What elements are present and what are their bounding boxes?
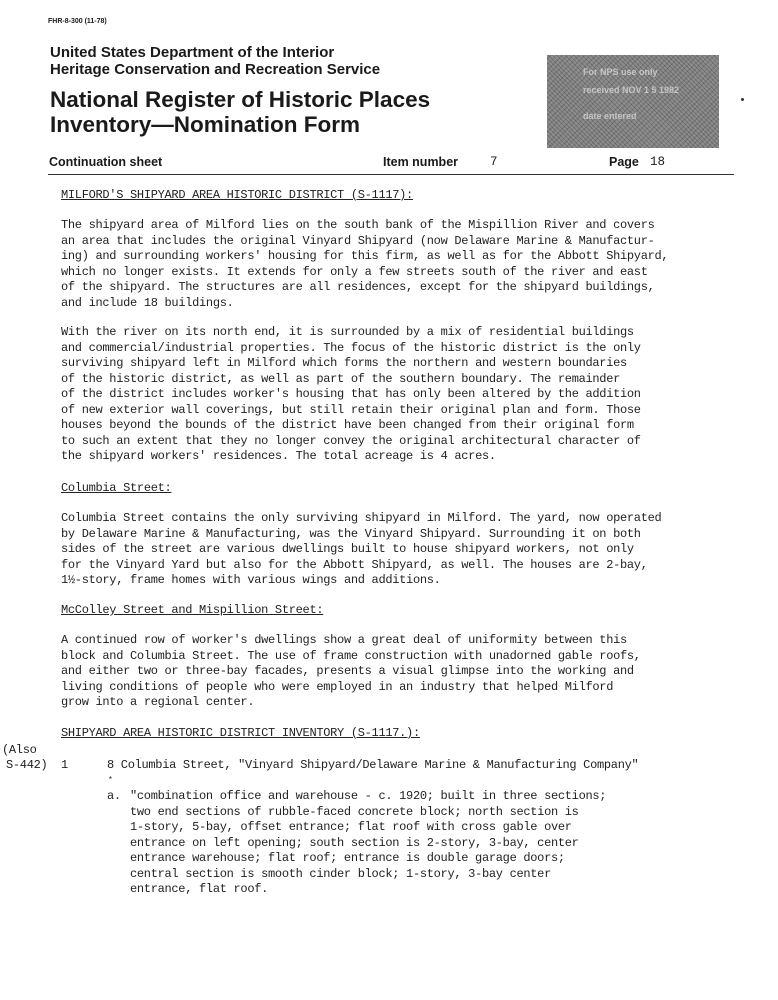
sub-a-line: entrance warehouse; flat roof; entrance is double garage doors; — [130, 851, 565, 865]
sub-item-a-label: a. — [107, 789, 121, 803]
para2-line: of the district includes worker's housing that has only been altered by the addition — [61, 387, 641, 401]
inventory-heading: SHIPYARD AREA HISTORIC DISTRICT INVENTORY (S-1117.): — [61, 726, 420, 740]
para4-line: and either two or three-bay facades, presents a visual glimpse into the working and — [61, 664, 634, 678]
para2-line: houses beyond the bounds of the district have been changed from their original form — [61, 418, 634, 432]
para1-line: an area that includes the original Vinyard Shipyard (now Delaware Marine & Manufactur- — [61, 233, 655, 248]
para1-line: The shipyard area of Milford lies on the south bank of the Mispillion River and covers — [61, 218, 655, 232]
para2-line: the shipyard workers' residences. The total acreage is 4 acres. — [61, 449, 496, 463]
sub-a-line: entrance, flat roof. — [130, 882, 269, 896]
agency-department: United States Department of the Interior — [50, 44, 335, 61]
item-number-label: Item number — [383, 155, 459, 169]
sub-a-line: 1-story, 5-bay, offset entrance; flat roof with cross gable over — [130, 820, 572, 834]
para3-line: sides of the street are various dwellings built to house shipyard workers, not only — [61, 542, 634, 556]
para2-line: surviving shipyard left in Milford which forms the northern and western boundaries — [61, 356, 627, 370]
form-title-line1: National Register of Historic Places — [50, 87, 431, 112]
item-number-value: 7 — [490, 155, 498, 169]
para3-line: 1½-story, frame homes with various wings and additions. — [61, 573, 441, 587]
para2-line: of new exterior wall coverings, but still retain their original plan and form. Those — [61, 402, 641, 417]
para1-line: of the shipyard. The structures are all residences, except for the shipyard buildings, — [61, 280, 655, 294]
page-number-value: 18 — [650, 155, 666, 169]
para2-line: of the historic district, as well as part of the southern boundary. The remainder — [61, 371, 620, 386]
para4-line: A continued row of worker's dwellings show a great deal of uniformity between this — [61, 633, 627, 647]
form-number: FHR-8-300 (11-78) — [48, 18, 107, 25]
entry-number: 1 — [61, 758, 68, 772]
continuation-sheet-label: Continuation sheet — [49, 155, 163, 169]
entry-address: 8 Columbia Street, "Vinyard Shipyard/Delaware Marine & Manufacturing Company" — [107, 758, 639, 772]
agency-service: Heritage Conservation and Recreation Service — [50, 61, 381, 78]
para1-line: ing) and surrounding workers' housing for this firm, as well as for the Abbott Shipyard, — [61, 249, 669, 263]
stamp-line-2: received NOV 1 5 1982 — [583, 85, 680, 95]
header-divider — [48, 174, 734, 175]
section-title: MILFORD'S SHIPYARD AREA HISTORIC DISTRICT (S-1117): — [61, 188, 413, 202]
stamp-line-3: date entered — [583, 111, 637, 121]
para2-line: and commercial/industrial properties. The focus of the historic district is the only — [61, 340, 641, 355]
para4-line: block and Columbia Street. The use of frame construction with unadorned gable roofs, — [61, 648, 641, 663]
para1-line: and include 18 buildings. — [61, 295, 234, 310]
sub-a-line: two end sections of rubble-faced concrete block; north section is — [130, 804, 579, 819]
page-speck — [741, 98, 744, 101]
mccolley-street-heading: McColley Street and Mispillion Street: — [61, 603, 324, 617]
para1-line: which no longer exists. It extends for only a few streets south of the river and east — [61, 264, 648, 279]
para3-line: by Delaware Marine & Manufacturing, was the Vinyard Shipyard. Surrounding it on both — [61, 526, 641, 541]
sub-a-line: "combination office and warehouse - c. 1920; built in three sections; — [130, 789, 607, 803]
also-label: (Also — [2, 743, 37, 757]
para4-line: grow into a regional center. — [61, 695, 255, 709]
also-reference: S-442) — [6, 758, 48, 772]
columbia-street-heading: Columbia Street: — [61, 481, 172, 495]
stamp-line-1: For NPS use only — [583, 67, 658, 77]
para4-line: living conditions of people who were employed in an industry that helped Milford — [61, 679, 614, 694]
form-title-line2: Inventory—Nomination Form — [50, 112, 361, 137]
para2-line: With the river on its north end, it is surrounded by a mix of residential buildings — [61, 325, 634, 339]
para2-line: to such an extent that they no longer convey the original architectural character of — [61, 433, 641, 448]
sub-a-line: central section is smooth cinder block; 1-story, 3-bay center — [130, 866, 551, 881]
entry-marker: * — [108, 776, 113, 785]
nps-use-stamp — [547, 55, 719, 148]
para3-line: for the Vinyard Yard but also for the Abbott Shipyard, as well. The houses are 2-bay, — [61, 557, 648, 572]
page-label: Page — [609, 155, 639, 169]
sub-a-line: entrance on left opening; south section is 2-story, 3-bay, center — [130, 835, 579, 850]
para3-line: Columbia Street contains the only surviving shipyard in Milford. The yard, now operated — [61, 511, 662, 525]
